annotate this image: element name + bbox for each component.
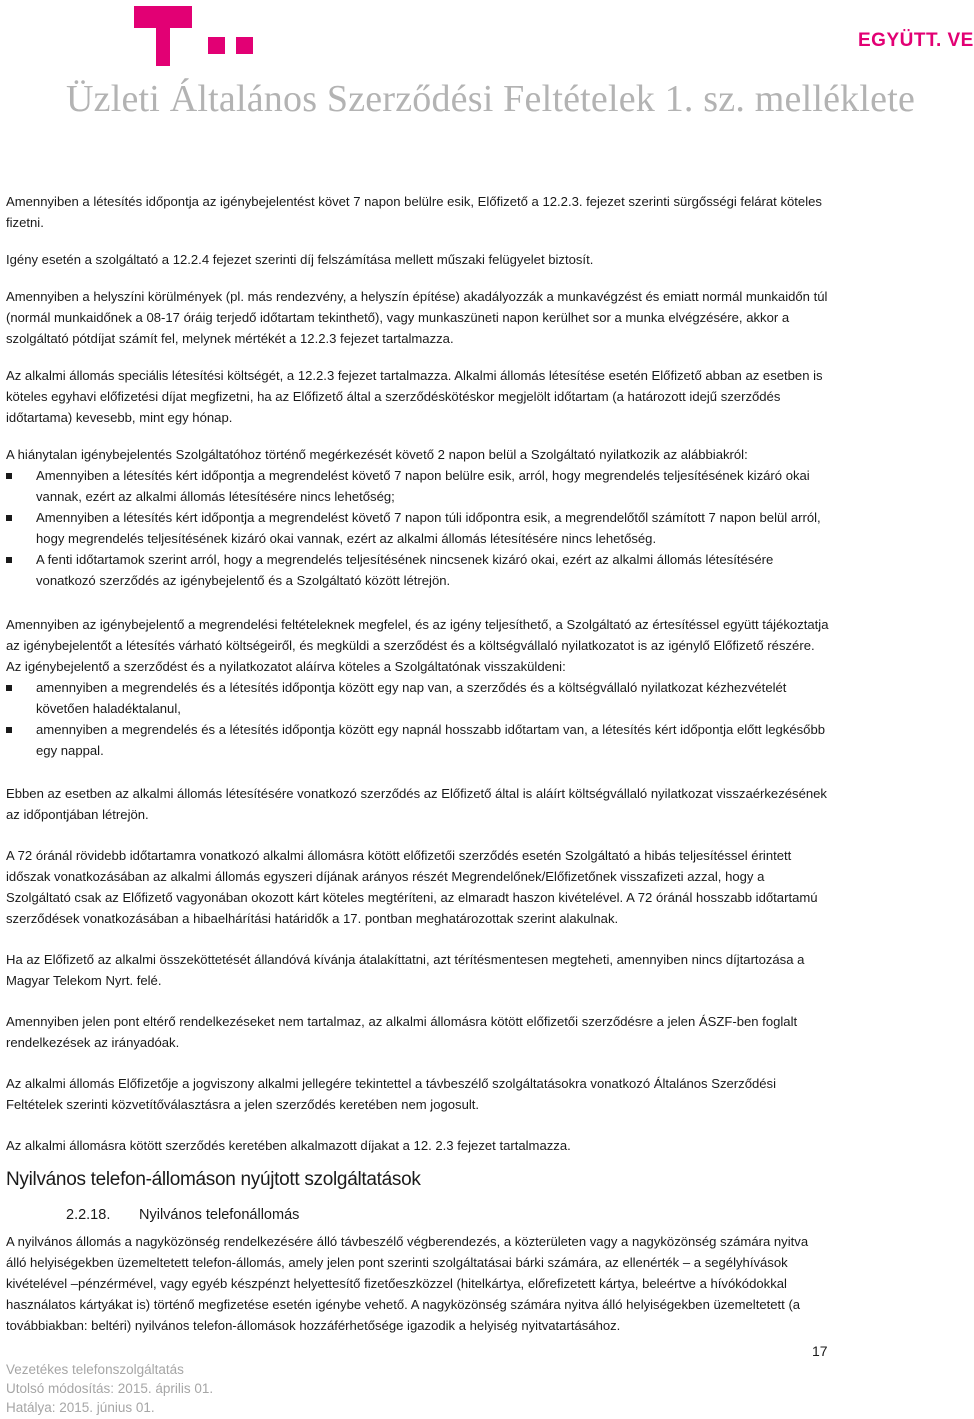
paragraph: Ha az Előfizető az alkalmi összeköttetését állandóvá kívánja átalakíttatni, azt térítésmentesen megteheti, amennyiben nincs díjtartozása a Magyar Telekom Nyrt. felé. — [6, 952, 805, 988]
section-heading: Nyilvános telefon-állomáson nyújtott szolgáltatások — [6, 1169, 421, 1190]
paragraph: Az alkalmi állomás Előfizetője a jogviszony alkalmi jellegére tekintettel a távbeszélő szolgáltatásokra vonatkozó Általános Szerződési Feltételek szerinti közvetítőválasztásra a jelen szerződés keretében nem jogosult. — [6, 1076, 777, 1112]
document-body — [6, 191, 830, 1336]
subsection-number: 2.2.18. — [66, 1207, 111, 1223]
paragraph: Az alkalmi állomásra kötött szerződés keretében alkalmazott díjakat a 12. 2.3 fejezet tartalmazza. — [6, 1138, 571, 1153]
list-item: A fenti időtartamok szerint arról, hogy a megrendelés teljesítésének nincsenek kizáró okai, ezért az alkalmi állomás létesítésére vonatkozó szerződés az igénybejelentő és a Szolgáltató között létrejön. — [6, 549, 830, 591]
telekom-logo — [134, 6, 258, 68]
list-item: amennyiben a megrendelés és a létesítés időpontja között egy napnál hosszabb időtartam van, a létesítés kért időpontja előtt legkésőbb egy nappal. — [6, 719, 830, 761]
footer-last-modified: Utolsó módosítás: 2015. április 01. — [6, 1381, 214, 1396]
paragraph: Amennyiben jelen pont eltérő rendelkezéseket nem tartalmaz, az alkalmi állomásra kötött előfizetői szerződésre a jelen ÁSZF-ben foglalt rendelkezések az irányadóak. — [6, 1014, 798, 1050]
bullet-list — [6, 677, 830, 761]
list-item: Amennyiben a létesítés kért időpontja a megrendelést követő 7 napon belülre esik, arról, hogy megrendelés teljesítésének kizáró okai vannak, ezért az alkalmi állomás létesítésére nincs lehetőség; — [6, 465, 830, 507]
paragraph: Igény esetén a szolgáltató a 12.2.4 fejezet szerinti díj felszámítása mellett műszaki felügyelet biztosít. — [6, 252, 594, 267]
brand-tagline: EGYÜTT. VE — [858, 30, 974, 51]
document-title: Üzleti Általános Szerződési Feltételek 1. sz. melléklete — [66, 78, 916, 120]
bullet-list — [6, 465, 830, 591]
list-item: amennyiben a megrendelés és a létesítés időpontja között egy nap van, a szerződés és a költségvállaló nyilatkozat kézhezvételét követően haladéktalanul, — [6, 677, 830, 719]
paragraph: Amennyiben az igénybejelentő a megrendelési feltételeknek megfelel, és az igény teljesíthető, a Szolgáltató az értesítéssel együtt tájékoztatja az igénybejelentőt a létesítés várható költségeiről, és megküldi a szerződést és a költségvállaló nyilatkozatot is az igénylő Előfizető részére. Az igénybejelentő a szerződést és a nyilatkozatot aláírva köteles a Szolgáltatónak visszaküldeni: — [6, 617, 829, 674]
footer-effective-date: Hatálya: 2015. június 01. — [6, 1400, 155, 1415]
page-footer — [6, 1360, 213, 1417]
paragraph: Ebben az esetben az alkalmi állomás létesítésére vonatkozó szerződés az Előfizető által is aláírt költségvállaló nyilatkozat visszaérkezésének az időpontjában létrejön. — [6, 786, 827, 822]
page-number: 17 — [812, 1343, 828, 1359]
subsection-heading — [66, 1205, 830, 1225]
subsection-title: Nyilvános telefonállomás — [139, 1207, 300, 1223]
paragraph: Amennyiben a helyszíni körülmények (pl. más rendezvény, a helyszín építése) akadályozzák a munkavégzést és emiatt normál munkaidőn túl (normál munkaidőnek a 08-17 óráig terjedő időtartam tekinthető), vagy munkaszüneti napon kerülhet sor a munka elvégzésére, akkor a szolgáltató pótdíjat számít fel, melynek mértékét a 12.2.3 fejezet tartalmazza. — [6, 289, 828, 346]
paragraph: Az alkalmi állomás speciális létesítési költségét, a 12.2.3 fejezet tartalmazza. Alkalmi állomás létesítése esetén Előfizető abban az esetben is köteles egyhavi előfizetési díjat megfizetni, ha az Előfizető által a szerződéskötéskor megjelölt időtartam (a határozott idejű szerződés időtartama) kevesebb, mint egy hónap. — [6, 368, 823, 425]
paragraph: A 72 óránál rövidebb időtartamra vonatkozó alkalmi állomásra kötött előfizetői szerződés esetén Szolgáltató a hibás teljesítéssel érintett időszak vonatkozásában az alkalmi állomás egyszeri díjának arányos részét Megrendelőnek/Előfizetőnek visszafizeti azzal, hogy a Szolgáltató csak az Előfizető vagyonában okozott kárt köteles megtéríteni, az elmaradt haszon kivételével. A 72 óránál hosszabb időtartamú szerződések vonatkozásában a hibaelhárítási határidők a 17. pontban meghatározottak szerint alakulnak. — [6, 848, 818, 926]
list-item: Amennyiben a létesítés kért időpontja a megrendelést követő 7 napon túli időpontra esik, a megrendelőtől számított 7 napon belül arról, hogy megrendelés teljesítésének kizáró okai vannak, ezért az alkalmi állomás létesítésére nincs lehetőség. — [6, 507, 830, 549]
paragraph: A hiánytalan igénybejelentés Szolgáltatóhoz történő megérkezését követő 2 napon belül a Szolgáltató nyilatkozik az alábbiakról: — [6, 447, 748, 462]
paragraph: Amennyiben a létesítés időpontja az igénybejelentést követ 7 napon belülre esik, Előfizető a 12.2.3. fejezet szerinti sürgősségi felárat köteles fizetni. — [6, 194, 822, 230]
paragraph: A nyilvános állomás a nagyközönség rendelkezésére álló távbeszélő végberendezés, a közterületen vagy a nagyközönség számára nyitva álló helyiségekben üzemeltetett telefon-állomás, amely jelen pont szerinti szolgáltatásai bárki számára, az ellenérték – a segélyhívások kivételével –pénzérmével, vagy egyéb készpénzt helyettesítő fizetőeszközzel (hitelkártya, előrefizetett kártya, beleértve a hívókódokkal használatos kártyákat is) történő megfizetése esetén igénybe vehető. A nagyközönség számára nyitva álló helyiségekben üzemeltetett (a továbbiakban: beltéri) nyilvános telefon-állomások hozzáférhetősége igazodik a helyiség nyitvatartásához. — [6, 1234, 809, 1333]
footer-service-name: Vezetékes telefonszolgáltatás — [6, 1362, 184, 1377]
